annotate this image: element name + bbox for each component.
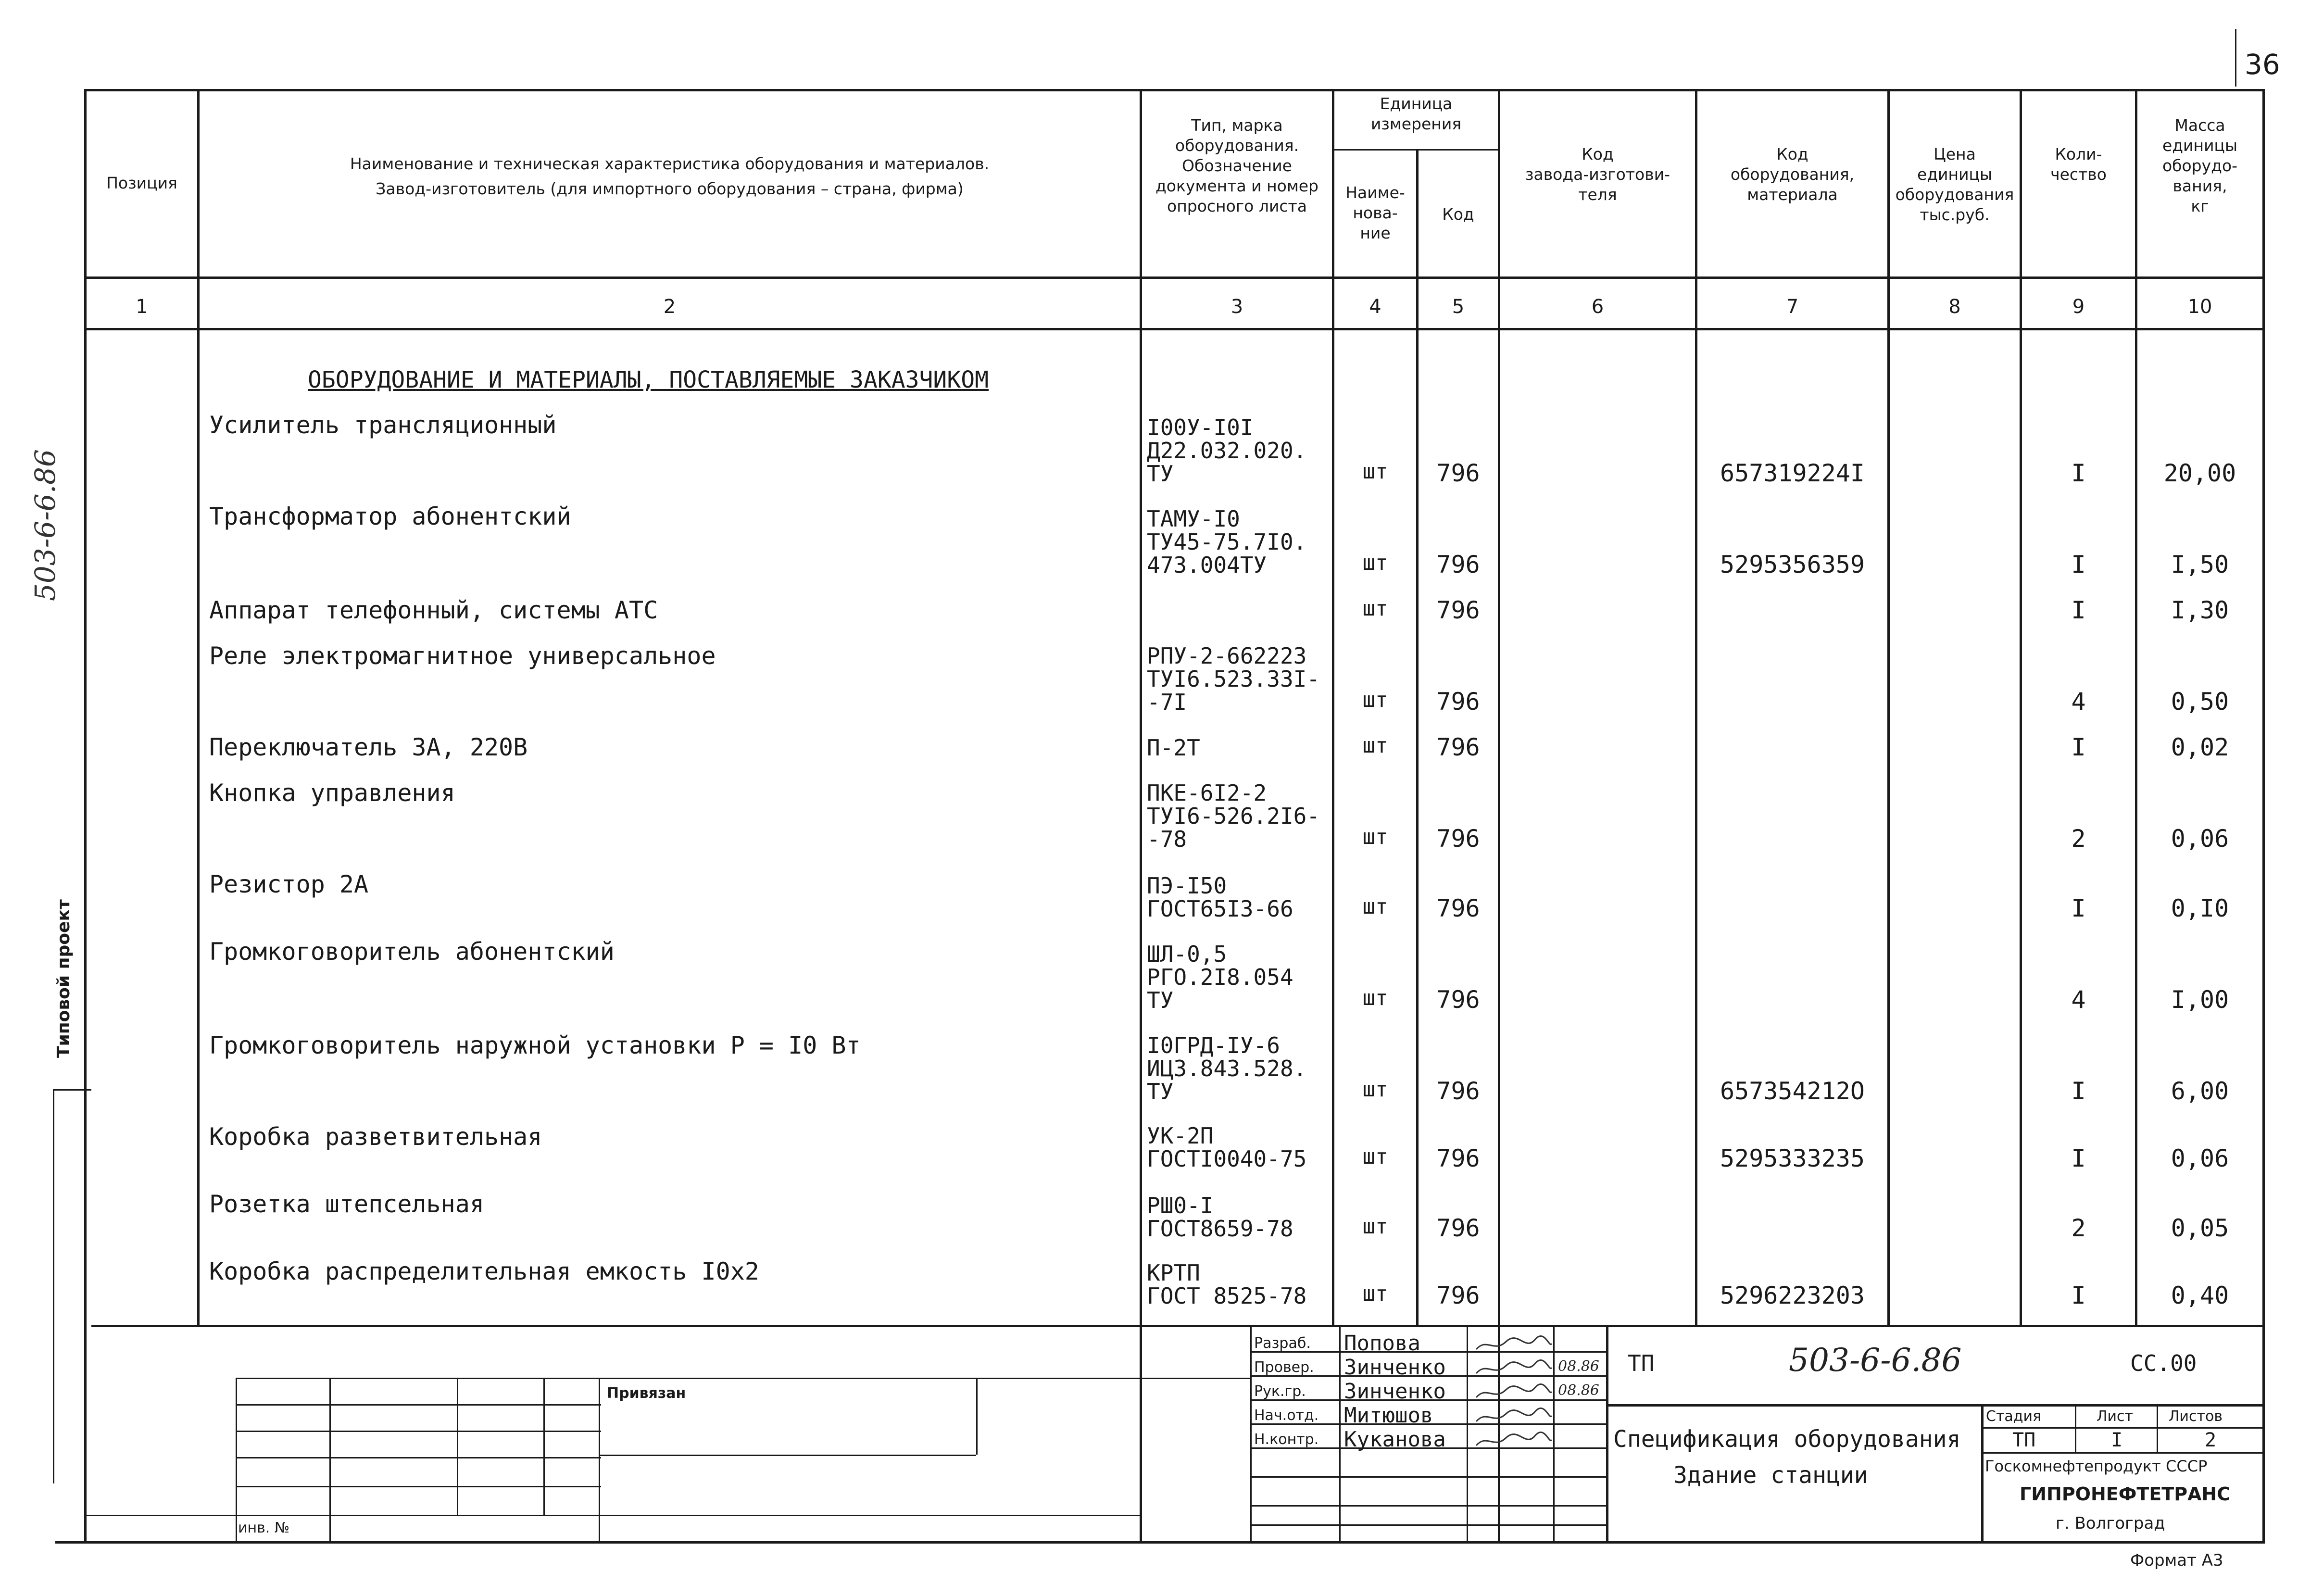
row-unit: шт bbox=[1362, 986, 1388, 1010]
signature-role: Нач.отд. bbox=[1254, 1407, 1319, 1424]
signature-name: Попова bbox=[1344, 1331, 1420, 1356]
sheet-number: 36 bbox=[2245, 48, 2280, 81]
tp-label: ТП bbox=[1628, 1350, 1655, 1376]
sheet-value: I bbox=[2111, 1429, 2123, 1451]
row-name: Громкоговоритель наружной установки Р = I0 Вт bbox=[209, 1031, 861, 1059]
row-mass: 0,02 bbox=[2171, 733, 2229, 761]
row-quantity: I bbox=[2071, 596, 2086, 624]
row-quantity: I bbox=[2071, 1077, 2086, 1105]
row-quantity: I bbox=[2071, 733, 2086, 761]
row-name: Громкоговоритель абонентский bbox=[209, 938, 615, 966]
signature-role: Н.контр. bbox=[1254, 1431, 1319, 1448]
org-line-2: ГИПРОНЕФТЕТРАНС bbox=[2020, 1483, 2231, 1505]
row-name: Переключатель 3А, 220В bbox=[209, 733, 528, 761]
row-unit: шт bbox=[1362, 1214, 1388, 1239]
signature-name: Куканова bbox=[1344, 1427, 1446, 1452]
sheets-label: Листов bbox=[2169, 1408, 2223, 1425]
column-numbers-bottom-border bbox=[84, 328, 2265, 330]
row-unit-code: 796 bbox=[1436, 894, 1480, 922]
signature-scribble-icon bbox=[1472, 1431, 1554, 1452]
row-unit-code: 796 bbox=[1436, 459, 1480, 487]
col-number-1: 1 bbox=[136, 296, 148, 318]
row-name: Розетка штепсельная bbox=[209, 1190, 484, 1218]
row-mass: I,00 bbox=[2171, 986, 2229, 1014]
header-unit-code: Код bbox=[1442, 205, 1474, 224]
frame-bottom-border bbox=[55, 1541, 2265, 1544]
row-material-code: 5296223203 bbox=[1720, 1282, 1865, 1309]
row-name: Аппарат телефонный, системы АТС bbox=[209, 596, 658, 624]
row-type-mark: ТАМУ-I0 ТУ45-75.7I0. 473.004ТУ bbox=[1147, 506, 1307, 578]
col-number-6: 6 bbox=[1591, 296, 1604, 318]
stage-value: ТП bbox=[2012, 1429, 2036, 1451]
signature-date: 08.86 bbox=[1558, 1382, 1599, 1399]
row-type-mark: РПУ-2-662223 ТУI6.523.33I- -7I bbox=[1147, 643, 1320, 715]
sheet-label: Лист bbox=[2097, 1408, 2134, 1425]
row-quantity: I bbox=[2071, 894, 2086, 922]
col-divider-6 bbox=[1695, 89, 1697, 1325]
header-quantity: Коли- чество bbox=[2050, 145, 2107, 184]
col-divider-1 bbox=[197, 89, 200, 1325]
row-mass: 0,06 bbox=[2171, 825, 2229, 853]
signature-date: 08.86 bbox=[1558, 1358, 1599, 1375]
row-type-mark: I0ГРД-IУ-6 ИЦ3.843.528. ТУ bbox=[1147, 1032, 1307, 1105]
row-quantity: 4 bbox=[2071, 986, 2086, 1014]
col-number-9: 9 bbox=[2072, 296, 2085, 318]
row-unit: шт bbox=[1362, 1282, 1388, 1306]
row-unit: шт bbox=[1362, 551, 1388, 575]
row-quantity: 2 bbox=[2071, 825, 2086, 853]
header-material-code: Код оборудования, материала bbox=[1730, 145, 1855, 204]
side-stamp-line bbox=[53, 1089, 54, 1483]
row-type-mark: П-2Т bbox=[1147, 735, 1200, 761]
row-type-mark: КРТП ГОСТ 8525-78 bbox=[1147, 1260, 1307, 1309]
row-name: Реле электромагнитное универсальное bbox=[209, 642, 716, 670]
row-mass: 6,00 bbox=[2171, 1077, 2229, 1105]
row-unit: шт bbox=[1362, 825, 1388, 849]
col-divider-7 bbox=[1887, 89, 1890, 1325]
col-number-8: 8 bbox=[1948, 296, 1961, 318]
sheet-code: СС.00 bbox=[2130, 1350, 2197, 1376]
row-unit-code: 796 bbox=[1436, 1077, 1480, 1105]
row-unit: шт bbox=[1362, 894, 1388, 919]
row-quantity: I bbox=[2071, 459, 2086, 487]
row-unit-code: 796 bbox=[1436, 596, 1480, 624]
table-top-border bbox=[84, 89, 2265, 91]
row-mass: 0,06 bbox=[2171, 1144, 2229, 1172]
row-unit-code: 796 bbox=[1436, 986, 1480, 1014]
row-unit: шт bbox=[1362, 733, 1388, 758]
signature-scribble-icon bbox=[1472, 1335, 1554, 1356]
row-type-mark: ШЛ-0,5 РГО.2I8.054 ТУ bbox=[1147, 941, 1293, 1013]
row-unit-code: 796 bbox=[1436, 825, 1480, 853]
unit-group-divider bbox=[1332, 149, 1498, 151]
row-quantity: I bbox=[2071, 551, 2086, 578]
col-number-5: 5 bbox=[1452, 296, 1465, 318]
row-quantity: 2 bbox=[2071, 1214, 2086, 1242]
side-type-label: Типовой проект bbox=[54, 899, 74, 1058]
row-mass: 0,40 bbox=[2171, 1282, 2229, 1309]
header-mass: Масса единицы оборудо- вания, кг bbox=[2162, 116, 2238, 215]
row-unit-code: 796 bbox=[1436, 551, 1480, 578]
sheets-value: 2 bbox=[2205, 1429, 2217, 1451]
section-title: ОБОРУДОВАНИЕ И МАТЕРИАЛЫ, ПОСТАВЛЯЕМЫЕ ЗАКАЗЧИКОМ bbox=[308, 366, 989, 393]
row-quantity: 4 bbox=[2071, 688, 2086, 716]
row-mass: 0,05 bbox=[2171, 1214, 2229, 1242]
row-unit: шт bbox=[1362, 688, 1388, 712]
col-number-3: 3 bbox=[1231, 296, 1243, 318]
row-unit: шт bbox=[1362, 596, 1388, 621]
row-mass: 20,00 bbox=[2163, 459, 2236, 487]
row-unit: шт bbox=[1362, 459, 1388, 484]
row-mass: I,50 bbox=[2171, 551, 2229, 578]
row-name: Трансформатор абонентский bbox=[209, 503, 571, 530]
signature-scribble-icon bbox=[1472, 1407, 1554, 1428]
row-unit: шт bbox=[1362, 1077, 1388, 1102]
header-price: Цена единицы оборудования тыс.руб. bbox=[1895, 145, 2014, 224]
table-bottom-border bbox=[91, 1325, 2265, 1327]
header-name-line2: Завод-изготовитель (для импортного оборудования – страна, фирма) bbox=[376, 179, 964, 198]
title-line-1: Спецификация оборудования bbox=[1613, 1426, 1961, 1453]
signature-name: Митюшов bbox=[1344, 1403, 1433, 1428]
row-mass: 0,50 bbox=[2171, 688, 2229, 716]
signature-name: Зинченко bbox=[1344, 1355, 1446, 1380]
header-unit-name: Наиме- нова- ние bbox=[1345, 183, 1405, 242]
row-name: Коробка разветвительная bbox=[209, 1123, 542, 1151]
row-quantity: I bbox=[2071, 1144, 2086, 1172]
row-unit-code: 796 bbox=[1436, 688, 1480, 716]
header-name-line1: Наименование и техническая характеристика оборудования и материалов. bbox=[350, 154, 990, 173]
stage-label: Стадия bbox=[1986, 1408, 2042, 1425]
row-name: Кнопка управления bbox=[209, 779, 455, 807]
header-manufacturer-code: Код завода-изготови- теля bbox=[1525, 145, 1670, 204]
row-quantity: I bbox=[2071, 1282, 2086, 1309]
row-unit-code: 796 bbox=[1436, 1214, 1480, 1242]
row-type-mark: I00У-I0I Д22.032.020. ТУ bbox=[1147, 415, 1307, 487]
header-position: Позиция bbox=[106, 174, 177, 192]
signature-scribble-icon bbox=[1472, 1383, 1554, 1404]
signature-role: Рук.гр. bbox=[1254, 1383, 1306, 1400]
privyazan-label: Привязан bbox=[607, 1385, 686, 1402]
row-mass: I,30 bbox=[2171, 596, 2229, 624]
side-doc-code: 503-6-6.86 bbox=[29, 449, 62, 601]
title-line-2: Здание станции bbox=[1673, 1462, 1868, 1489]
signature-name: Зинченко bbox=[1344, 1379, 1446, 1404]
org-line-3: г. Волгоград bbox=[2056, 1514, 2165, 1533]
row-material-code: 657319224I bbox=[1720, 459, 1865, 487]
row-mass: 0,I0 bbox=[2171, 894, 2229, 922]
row-type-mark: УК-2П ГОСТI0040-75 bbox=[1147, 1123, 1307, 1172]
signature-role: Провер. bbox=[1254, 1359, 1314, 1376]
row-name: Коробка распределительная емкость I0х2 bbox=[209, 1257, 759, 1285]
header-type-mark: Тип, марка оборудования. Обозначение документа и номер опросного листа bbox=[1155, 116, 1319, 215]
row-type-mark: ПКЕ-6I2-2 ТУI6-526.2I6- -78 bbox=[1147, 780, 1320, 852]
row-name: Резистор 2А bbox=[209, 870, 369, 898]
header-bottom-border bbox=[84, 276, 2265, 279]
frame-right-border bbox=[2262, 89, 2265, 1544]
signature-role: Разраб. bbox=[1254, 1335, 1311, 1352]
inventory-label: инв. № bbox=[238, 1520, 290, 1536]
col-number-7: 7 bbox=[1786, 296, 1799, 318]
row-unit-code: 796 bbox=[1436, 1282, 1480, 1309]
sheet-number-divider bbox=[2235, 29, 2236, 87]
row-name: Усилитель трансляционный bbox=[209, 411, 557, 439]
row-material-code: 5295356359 bbox=[1720, 551, 1865, 578]
row-type-mark: ПЭ-I50 ГОСТ65I3-66 bbox=[1147, 873, 1293, 922]
row-unit-code: 796 bbox=[1436, 733, 1480, 761]
format-label: Формат А3 bbox=[2130, 1551, 2223, 1570]
signature-scribble-icon bbox=[1472, 1359, 1554, 1380]
col-number-4: 4 bbox=[1369, 296, 1381, 318]
row-material-code: 5295333235 bbox=[1720, 1144, 1865, 1172]
row-type-mark: РШ0-I ГОСТ8659-78 bbox=[1147, 1193, 1293, 1242]
col-number-10: 10 bbox=[2187, 296, 2212, 318]
org-line-1: Госкомнефтепродукт СССР bbox=[1985, 1457, 2208, 1475]
row-unit-code: 796 bbox=[1436, 1144, 1480, 1172]
row-material-code: 657354212О bbox=[1720, 1077, 1865, 1105]
col-number-2: 2 bbox=[663, 296, 676, 318]
title-doc-code: 503-6-6.86 bbox=[1789, 1342, 1962, 1379]
row-unit: шт bbox=[1362, 1144, 1388, 1169]
header-unit-group: Единица измерения bbox=[1370, 94, 1462, 133]
